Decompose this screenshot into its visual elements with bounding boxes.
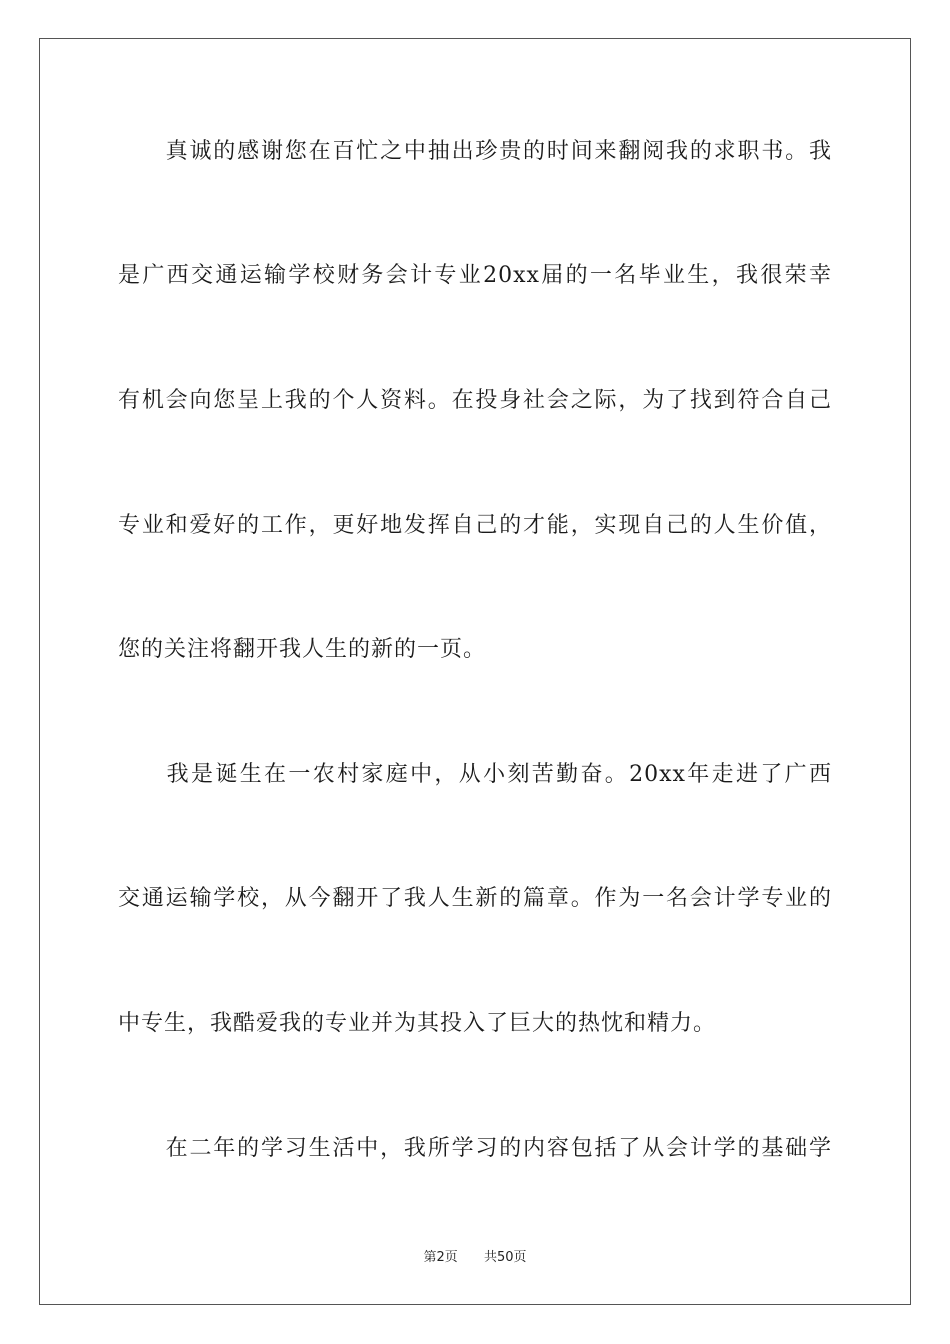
text-line: 在二年的学习生活中，我所学习的内容包括了从会计学的基础学 (118, 1136, 832, 1161)
text-line: 交通运输学校，从今翻开了我人生新的篇章。作为一名会计学专业的 (118, 886, 832, 911)
total-pages: 共50页 (484, 1250, 527, 1265)
page-number: 第2页 (423, 1250, 458, 1265)
page-footer (0, 1246, 950, 1265)
text-line: 专业和爱好的工作，更好地发挥自己的才能，实现自己的人生价值， (118, 513, 832, 538)
text-line: 我是诞生在一农村家庭中，从小刻苦勤奋。20xx年走进了广西 (118, 762, 832, 787)
page-frame (39, 38, 911, 1305)
text-line: 您的关注将翻开我人生的新的一页。 (118, 637, 487, 662)
text-line: 有机会向您呈上我的个人资料。在投身社会之际，为了找到符合自己 (118, 388, 832, 413)
text-line: 中专生，我酷爱我的专业并为其投入了巨大的热忱和精力。 (118, 1011, 717, 1036)
text-line: 是广西交通运输学校财务会计专业20xx届的一名毕业生，我很荣幸 (118, 263, 832, 288)
text-line: 真诚的感谢您在百忙之中抽出珍贵的时间来翻阅我的求职书。我 (118, 139, 832, 164)
